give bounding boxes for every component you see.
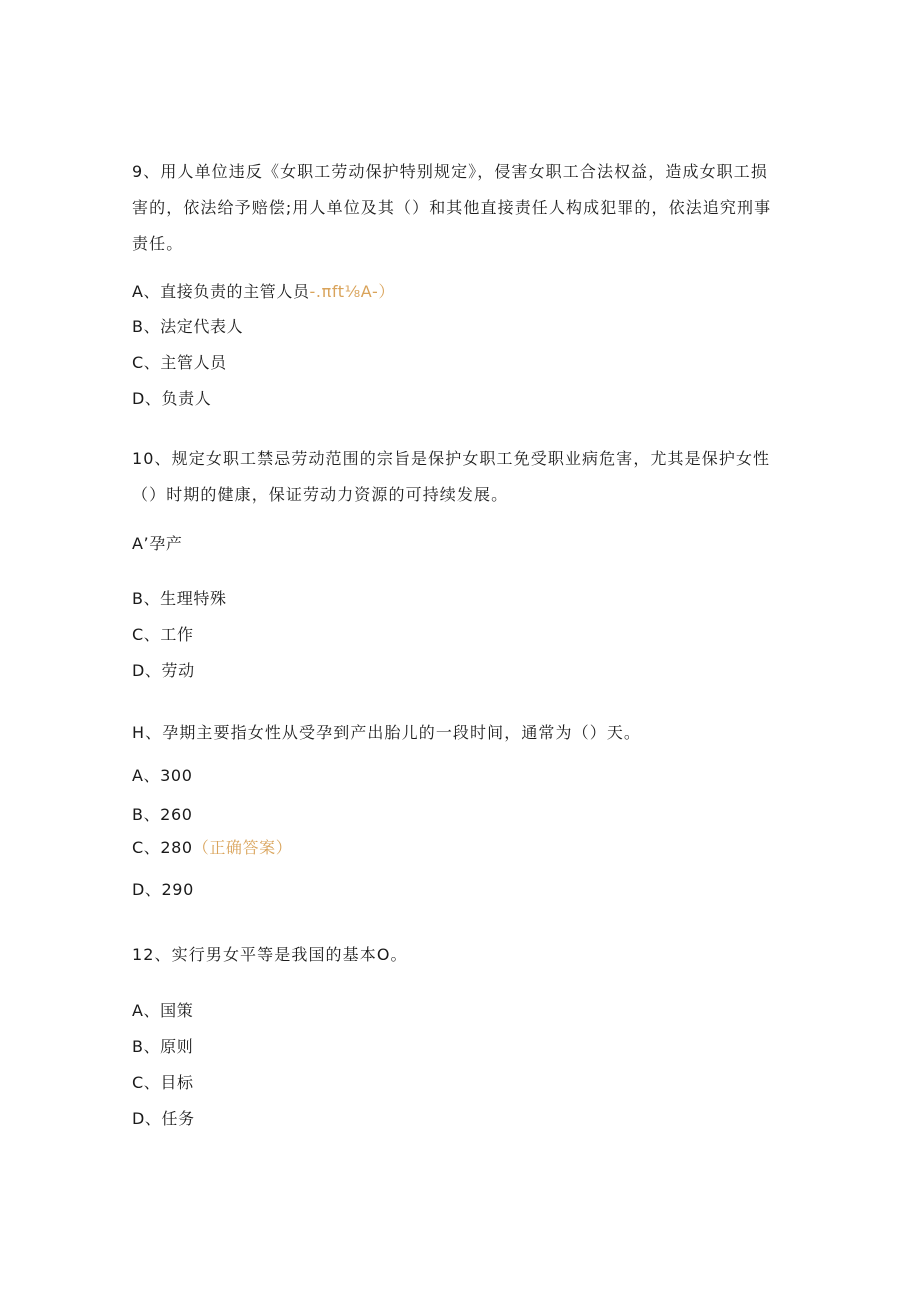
option-text: C、工作 bbox=[132, 625, 194, 644]
question-9-stem-line-2: 害的，依法给予赔偿;用人单位及其（）和其他直接责任人构成犯罪的，依法追究刑事 bbox=[132, 198, 772, 217]
option-text: D、任务 bbox=[132, 1109, 195, 1128]
option-text: D、劳动 bbox=[132, 661, 195, 680]
question-12-option-c bbox=[132, 1073, 194, 1093]
question-12-stem-line-1: 12、实行男女平等是我国的基本O。 bbox=[132, 945, 408, 964]
question-9-option-d bbox=[132, 389, 211, 409]
option-text: B、法定代表人 bbox=[132, 317, 244, 336]
question-11-option-c bbox=[132, 838, 292, 858]
option-text: C、280 bbox=[132, 838, 193, 857]
question-11-stem-line-1: H、孕期主要指女性从受孕到产出胎儿的一段时间，通常为（）天。 bbox=[132, 723, 642, 742]
option-text: C、主管人员 bbox=[132, 353, 227, 372]
question-12-option-b bbox=[132, 1037, 193, 1057]
question-10-option-b bbox=[132, 589, 227, 609]
option-text: B、生理特殊 bbox=[132, 589, 227, 608]
question-9-option-b bbox=[132, 317, 243, 337]
question-10-option-c bbox=[132, 625, 194, 645]
option-text: A、国策 bbox=[132, 1001, 194, 1020]
question-10-stem-line-2: （）时期的健康，保证劳动力资源的可持续发展。 bbox=[132, 485, 509, 504]
question-9-stem-line-3: 责任。 bbox=[132, 234, 184, 253]
question-12-option-d bbox=[132, 1109, 195, 1129]
question-12-option-a bbox=[132, 1001, 193, 1021]
option-text: B、260 bbox=[132, 805, 193, 824]
option-text: B、原则 bbox=[132, 1037, 194, 1056]
option-text: D、290 bbox=[132, 880, 194, 899]
answer-mark: （正确答案） bbox=[192, 838, 293, 857]
answer-mark: -.πft⅛A-） bbox=[309, 282, 395, 301]
question-11-option-d bbox=[132, 880, 194, 900]
option-text: D、负责人 bbox=[132, 389, 212, 408]
option-text: A、直接负责的主管人员 bbox=[132, 282, 310, 301]
question-9-option-c bbox=[132, 353, 227, 373]
question-10-option-a bbox=[132, 534, 182, 554]
question-9-stem-line-1: 9、用人单位违反《女职工劳动保护特别规定》，侵害女职工合法权益，造成女职工损 bbox=[132, 162, 768, 181]
question-10-stem-line-1: 10、规定女职工禁忌劳动范围的宗旨是保护女职工免受职业病危害，尤其是保护女性 bbox=[132, 449, 771, 468]
question-9-option-a bbox=[132, 282, 395, 302]
question-11-option-a bbox=[132, 766, 192, 786]
option-text: C、目标 bbox=[132, 1073, 194, 1092]
question-10-option-d bbox=[132, 661, 195, 681]
option-text: A、300 bbox=[132, 766, 193, 785]
option-text: A’孕产 bbox=[132, 534, 183, 553]
question-11-option-b bbox=[132, 805, 193, 825]
